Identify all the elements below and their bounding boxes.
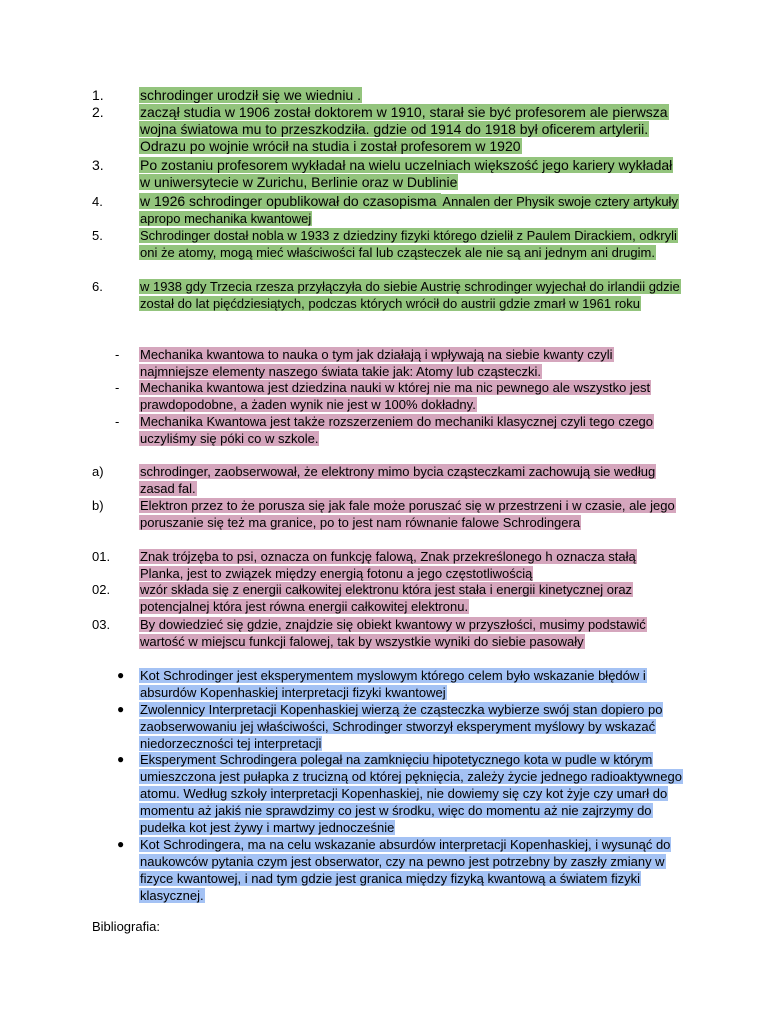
list-item-text: Mechanika Kwantowa jest także rozszerzeniem do mechaniki klasycznej czyli tego czego uczyliśmy się póki co w szkole. bbox=[140, 414, 654, 446]
list-marker: b) bbox=[92, 498, 104, 513]
list-item-text: By dowiedzieć się gdzie, znajdzie się obiekt kwantowy w przyszłości, musimy podstawić wartość w miejscu funkcji falowej, tak by wszystkie wyniki do siebie pasowały bbox=[140, 617, 646, 649]
list-marker: a) bbox=[92, 464, 104, 479]
list-marker: - bbox=[115, 414, 120, 429]
list-item-text: Mechanika kwantowa to nauka o tym jak działają i wpływają na siebie kwanty czyli najmniejsze elementy naszego świata takie jak: Atomy lub cząsteczki. bbox=[140, 347, 613, 379]
list-item-text: Eksperyment Schrodingera polegał na zamknięciu hipotetycznego kota w pudle w którym umieszczona jest pułapka z trucizną od której pęknięcia, zależy życie jednego radioaktywnego atomu. Według szkoły interpretacji Kopenhaskiej, nie dowiemy się czy kot żyje czy umarł do momentu aż jakiś nie sprawdzimy co jest w środku, więc do momentu aż nie zajrzymy do pudełka kot jest żywy i martwy jednocześnie bbox=[140, 752, 682, 835]
list-item-text: Schrodinger dostał nobla w 1933 z dziedziny fizyki którego dzielił z Paulem Dirackiem, odkryli oni że atomy, mogą mieć właściwości fal lub cząsteczek ale nie są ani jednym ani drugim. bbox=[140, 228, 677, 260]
list-item bbox=[92, 548, 682, 582]
list-item bbox=[92, 278, 682, 312]
list-item bbox=[92, 616, 682, 650]
list-marker: 01. bbox=[92, 549, 111, 564]
list-item-text: Mechanika kwantowa jest dziedzina nauki w której nie ma nic pewnego ale wszystko jest prawdopodobne, a żaden wynik nie jest w 100% dokładny. bbox=[140, 380, 651, 412]
list-item bbox=[92, 497, 682, 531]
bullet-icon: ● bbox=[117, 668, 125, 682]
list-item bbox=[92, 413, 682, 447]
bullet-icon: ● bbox=[117, 752, 125, 766]
list-marker: 03. bbox=[92, 617, 111, 632]
list-item bbox=[92, 667, 682, 701]
list-item bbox=[92, 157, 682, 191]
list-item bbox=[92, 701, 682, 752]
list-item bbox=[92, 463, 682, 497]
list-item bbox=[92, 581, 682, 615]
list-marker: 1. bbox=[92, 87, 104, 103]
list-marker: 02. bbox=[92, 582, 111, 597]
bibliography-heading: Bibliografia: bbox=[92, 919, 160, 934]
list-item-text: schrodinger, zaobserwował, że elektrony mimo bycia cząsteczkami zachowują sie według zasad fal. bbox=[140, 464, 656, 496]
list-item-text: w 1938 gdy Trzecia rzesza przyłączyła do siebie Austrię schrodinger wyjechał do irlandii gdzie został do lat pięćdziesiątych, podczas których wrócił do austrii gdzie zmarł w 1961 roku bbox=[140, 279, 680, 311]
list-item bbox=[92, 193, 682, 227]
list-item-text: schrodinger urodził się we wiedniu . bbox=[140, 87, 361, 103]
list-marker: 4. bbox=[92, 194, 103, 209]
list-marker: - bbox=[115, 347, 120, 362]
list-marker: 6. bbox=[92, 279, 103, 294]
list-item bbox=[92, 104, 682, 155]
list-item-text: w 1926 schrodinger opublikował do czasopisma bbox=[140, 193, 441, 209]
list-marker: - bbox=[115, 380, 120, 395]
list-item-text: Po zostaniu profesorem wykładał na wielu uczelniach większość jego kariery wykładał w uniwersytecie w Zurichu, Berlinie oraz w Dublinie bbox=[140, 157, 673, 190]
list-item bbox=[92, 346, 682, 380]
bullet-icon: ● bbox=[117, 837, 125, 851]
list-item-text-continued: Annalen der Physik swoje cztery artykuły apropo mechanika kwantowej bbox=[140, 194, 678, 226]
list-item bbox=[92, 227, 682, 261]
list-item bbox=[92, 379, 682, 413]
list-marker: 5. bbox=[92, 228, 103, 243]
list-item-text: Zwolennicy Interpretacji Kopenhaskiej wierzą że cząsteczka wybierze swój stan dopiero po zaobserwowaniu jej właściwości, Schrodinger stworzył eksperyment myślowy by wskazać niedorzeczności tej interpretacji bbox=[140, 702, 663, 751]
list-item-text: Kot Schrodingera, ma na celu wskazanie absurdów interpretacji Kopenhaskiej, i wysunąć do naukowców pytania czym jest obserwator, czy na pewno jest potrzebny by zaszły zmiany w fizyce kwantowej, i nad tym gdzie jest granica między fizyką kwantową a światem fizyki klasycznej. bbox=[140, 837, 671, 903]
list-item bbox=[92, 836, 682, 904]
list-item bbox=[92, 87, 682, 104]
list-item-text: wzór składa się z energii całkowitej elektronu która jest stała i energii kinetycznej oraz potencjalnej która jest równa energii całkowitej elektronu. bbox=[140, 582, 633, 614]
list-item bbox=[92, 751, 682, 836]
list-item-text: zaczął studia w 1906 został doktorem w 1910, starał sie być profesorem ale pierwsza wojna światowa mu to przeszkodziła. gdzie od 1914 do 1918 był oficerem artylerii. Odrazu po wojnie wrócił na studia i został profesorem w 1920 bbox=[140, 104, 668, 154]
list-item-text: Elektron przez to że porusza się jak fale może poruszać się w przestrzeni i w czasie, ale jego poruszanie się też ma granice, po to jest nam równanie falowe Schrodingera bbox=[140, 498, 675, 530]
list-marker: 3. bbox=[92, 157, 104, 173]
bullet-icon: ● bbox=[117, 702, 125, 716]
list-item-text: Znak trójzęba to psi, oznacza on funkcję falową, Znak przekreślonego h oznacza stałą Planka, jest to związek między energią fotonu a jego częstotliwością bbox=[140, 549, 636, 581]
list-item-text: Kot Schrodinger jest eksperymentem myslowym którego celem było wskazanie błędów i absurdów Kopenhaskiej interpretacji fizyki kwantowej bbox=[140, 668, 646, 700]
list-marker: 2. bbox=[92, 104, 104, 120]
